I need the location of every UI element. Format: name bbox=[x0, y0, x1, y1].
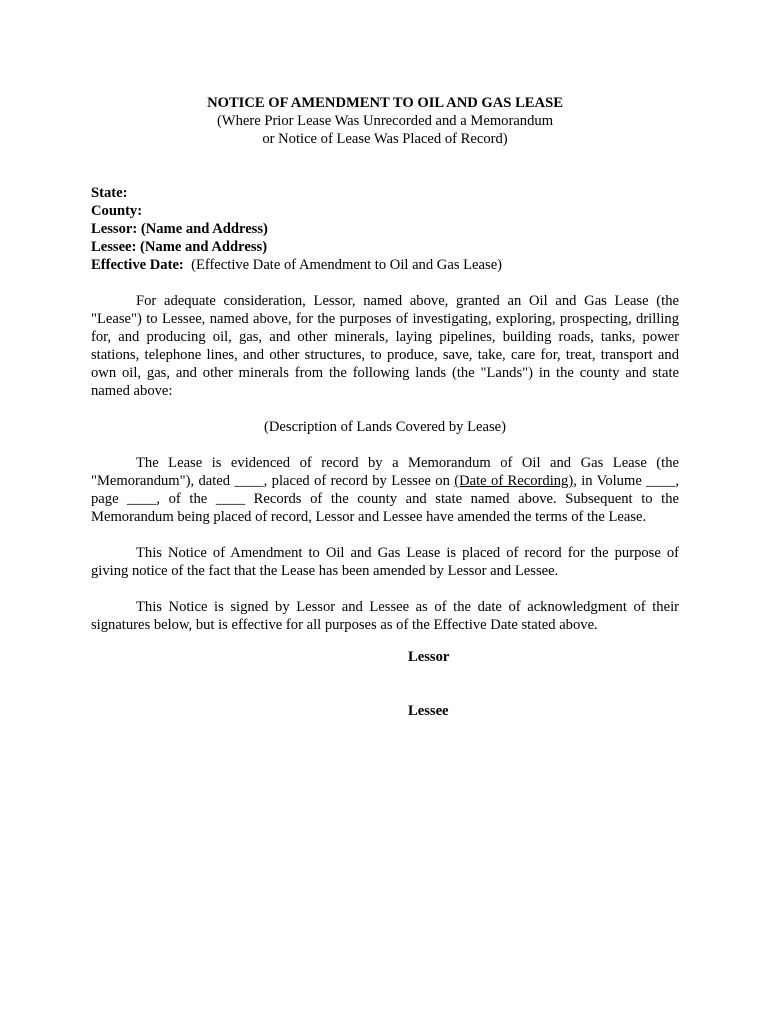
lessor-signature-label: Lessor bbox=[408, 649, 450, 665]
lands-description: (Description of Lands Covered by Lease) bbox=[264, 419, 506, 435]
document-page bbox=[91, 94, 679, 720]
memorandum-text-part2: , in Volume ____, page ____, of the ____ Records of the county and state named above. Subsequent to the Memorandum being placed of record, Lessor and Lessee have amended the terms of the Lease. bbox=[91, 473, 680, 525]
county-label: County: bbox=[91, 203, 143, 219]
document-header bbox=[91, 94, 679, 148]
date-of-recording: (Date of Recording) bbox=[454, 473, 574, 489]
lessee-signature-label: Lessee bbox=[408, 703, 449, 719]
notice-purpose-paragraph: This Notice of Amendment to Oil and Gas Lease is placed of record for the purpose of giving notice of the fact that the Lease has been amended by Lessor and Lessee. bbox=[91, 545, 679, 579]
spacer bbox=[91, 274, 679, 292]
document-subtitle-line1: (Where Prior Lease Was Unrecorded and a Memorandum bbox=[216, 113, 554, 129]
party-fields bbox=[91, 184, 679, 274]
lessee-label: Lessee: (Name and Address) bbox=[91, 239, 268, 255]
lessor-label: Lessor: (Name and Address) bbox=[91, 221, 268, 237]
effective-date-row bbox=[91, 256, 679, 274]
effective-date-value: (Effective Date of Amendment to Oil and Gas Lease) bbox=[191, 257, 503, 273]
memorandum-text-part1: The Lease is evidenced of record by a Memorandum of Oil and Gas Lease (the "Memorandum"), dated ____, placed of record by Lessee on bbox=[91, 455, 679, 489]
document-subtitle-line2: or Notice of Lease Was Placed of Record) bbox=[262, 131, 508, 147]
effective-date-label: Effective Date: bbox=[91, 257, 184, 273]
document-title: NOTICE OF AMENDMENT TO OIL AND GAS LEASE bbox=[207, 95, 563, 111]
state-label: State: bbox=[91, 185, 128, 201]
signature-effect-paragraph: This Notice is signed by Lessor and Lessee as of the date of acknowledgment of their signatures below, but is effective for all purposes as of the Effective Date stated above. bbox=[91, 599, 679, 633]
consideration-paragraph: For adequate consideration, Lessor, named above, granted an Oil and Gas Lease (the "Lease") to Lessee, named above, for the purposes of investigating, exploring, prospecting, drilling for, and producing oil, gas, and other minerals, laying pipelines, building roads, tanks, power stations, telephone lines, and other structures, to produce, save, take, care for, treat, transport and own oil, gas, and other minerals from the following lands (the "Lands") in the county and state named above: bbox=[91, 293, 679, 399]
memorandum-paragraph bbox=[91, 454, 679, 526]
